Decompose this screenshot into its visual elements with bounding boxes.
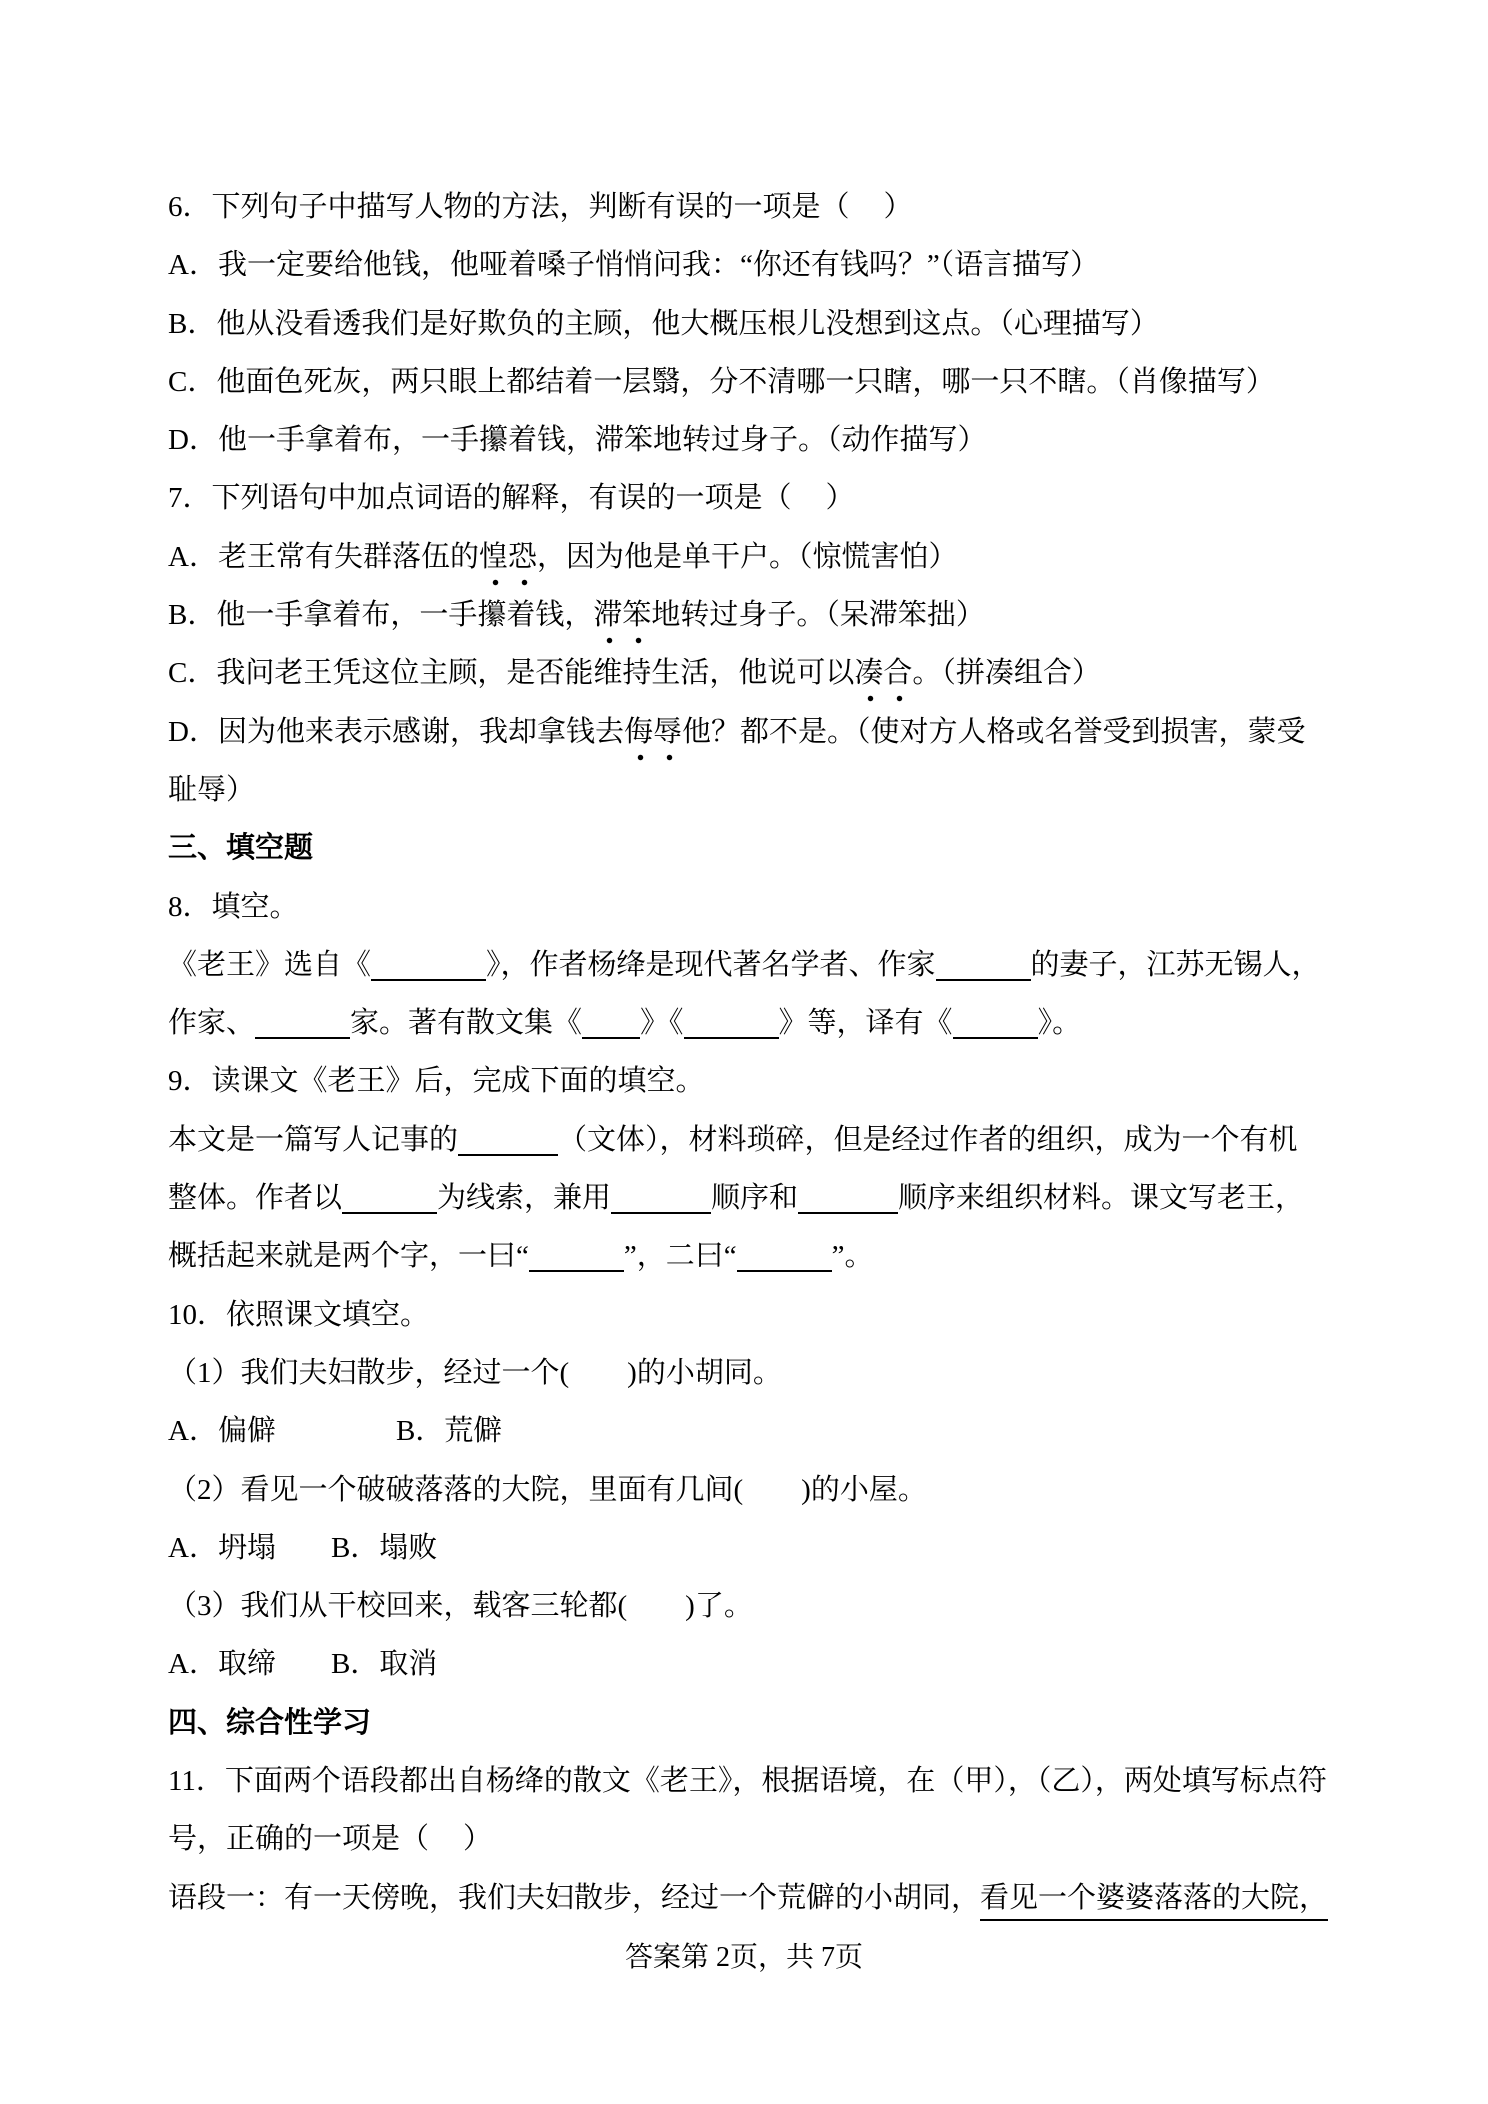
text-run: 四、综合性学习 bbox=[168, 1706, 372, 1739]
text-run: ） bbox=[883, 191, 913, 223]
text-run: 9．读课文《老王》后，完成下面的填空。 bbox=[168, 1065, 705, 1098]
text-run: )的小屋。 bbox=[801, 1473, 927, 1506]
q9-line3 bbox=[168, 1227, 1388, 1285]
fill-in-blank bbox=[798, 1211, 898, 1214]
text-run: 《老王》选自《 bbox=[168, 948, 372, 981]
emphasized-word: 惶恐 bbox=[479, 541, 537, 586]
q6-option-c bbox=[168, 353, 1388, 411]
text-run: 8．填空。 bbox=[168, 890, 299, 923]
inline-gap bbox=[743, 1498, 801, 1499]
q6-option-b bbox=[168, 295, 1388, 353]
fill-in-blank bbox=[737, 1269, 832, 1272]
text-run: 》《 bbox=[640, 1007, 684, 1040]
q7-option-d-line2 bbox=[168, 761, 1388, 819]
text-run: )了。 bbox=[685, 1590, 753, 1623]
q11-stem-line2 bbox=[168, 1810, 1388, 1868]
text-run: )的小胡同。 bbox=[627, 1356, 782, 1389]
text-run: A．取缔 bbox=[168, 1648, 276, 1681]
text-run: B．取消 bbox=[330, 1648, 438, 1681]
text-run: 家。著有散文集《 bbox=[350, 1007, 583, 1040]
emphasized-word: 凑合 bbox=[854, 657, 912, 702]
text-run: 7．下列语句中加点词语的解释，有误的一项是（ bbox=[168, 482, 792, 515]
text-run: 语段一：有一天傍晚，我们夫妇散步，经过一个荒僻的小胡同， bbox=[168, 1881, 981, 1914]
text-run: ） bbox=[463, 1823, 493, 1856]
inline-gap bbox=[276, 1556, 331, 1557]
text-run: 顺序来组织材料。课文写老王， bbox=[898, 1182, 1305, 1215]
q10-sub3-options bbox=[168, 1635, 1388, 1693]
q7-option-b bbox=[168, 586, 1388, 644]
section-3-heading bbox=[168, 819, 1388, 877]
q6-stem bbox=[168, 178, 1388, 236]
fill-in-blank bbox=[529, 1269, 624, 1272]
text-run: B．他从没看透我们是好欺负的主顾，他大概压根儿没想到这点。（心理描写） bbox=[168, 307, 1159, 340]
q9-line1 bbox=[168, 1111, 1388, 1169]
text-run: A．坍塌 bbox=[168, 1531, 276, 1564]
q10-sub1 bbox=[168, 1344, 1388, 1402]
text-run: （文体），材料琐碎，但是经过作者的组织，成为一个有机 bbox=[558, 1123, 1298, 1156]
text-run: 他？都不是。（使对方人格或名誉受到损害，蒙受 bbox=[681, 715, 1306, 748]
q10-stem bbox=[168, 1286, 1388, 1344]
fill-in-blank bbox=[936, 978, 1031, 981]
q10-sub2-options bbox=[168, 1519, 1388, 1577]
q9-stem bbox=[168, 1052, 1388, 1110]
text-run: 顺序和 bbox=[711, 1182, 799, 1215]
fill-in-blank bbox=[255, 1036, 350, 1039]
page-footer: 答案第 2页，共 7页 bbox=[624, 1942, 863, 1973]
text-run: 号，正确的一项是（ bbox=[168, 1823, 430, 1856]
underlined-phrase: 看见一个婆婆落落的大院， bbox=[980, 1882, 1328, 1921]
text-run: ”，二曰“ bbox=[623, 1240, 737, 1273]
q11-stem-line1 bbox=[168, 1752, 1388, 1810]
text-run: 11．下面两个语段都出自杨绛的散文《老王》，根据语境，在（甲），（乙），两处填写标点符 bbox=[168, 1765, 1327, 1798]
text-run: C．他面色死灰，两只眼上都结着一层翳，分不清哪一只瞎，哪一只不瞎。（肖像描写） bbox=[168, 365, 1275, 398]
inline-gap bbox=[792, 506, 826, 507]
inline-gap bbox=[627, 1614, 685, 1615]
text-run: ） bbox=[825, 482, 855, 515]
section-4-heading bbox=[168, 1694, 1388, 1752]
text-run: 概括起来就是两个字，一曰“ bbox=[168, 1240, 529, 1273]
q6-option-d bbox=[168, 411, 1388, 469]
text-run: B．荒僻 bbox=[395, 1415, 503, 1448]
text-run: A．我一定要给他钱，他哑着嗓子悄悄问我：“你还有钱吗？”（语言描写） bbox=[168, 249, 1100, 282]
q8-line1 bbox=[168, 936, 1388, 994]
inline-gap bbox=[850, 215, 884, 216]
q7-stem bbox=[168, 469, 1388, 527]
emphasized-word: 滞笨 bbox=[593, 599, 651, 644]
fill-in-blank bbox=[371, 978, 486, 981]
text-run: 整体。作者以 bbox=[168, 1182, 343, 1215]
q11-passage1 bbox=[168, 1869, 1388, 1927]
q6-option-a bbox=[168, 236, 1388, 294]
fill-in-blank bbox=[684, 1036, 779, 1039]
fill-in-blank bbox=[953, 1036, 1038, 1039]
text-run: 》等，译有《 bbox=[778, 1007, 953, 1040]
text-run: 耻辱） bbox=[168, 773, 256, 806]
text-run: ”。 bbox=[831, 1240, 874, 1273]
q8-line2 bbox=[168, 994, 1388, 1052]
emphasized-word: 侮辱 bbox=[624, 716, 682, 761]
text-run: 》，作者杨绛是现代著名学者、作家 bbox=[486, 948, 936, 981]
text-run: 6．下列句子中描写人物的方法，判断有误的一项是（ bbox=[168, 191, 850, 223]
q9-line2 bbox=[168, 1169, 1388, 1227]
text-run: B．他一手拿着布，一手攥着钱， bbox=[168, 599, 594, 632]
text-run: 10．依照课文填空。 bbox=[168, 1298, 430, 1331]
q7-option-d-line1 bbox=[168, 703, 1388, 761]
text-run: D．因为他来表示感谢，我却拿钱去 bbox=[168, 715, 624, 748]
text-run: （2）看见一个破破落落的大院，里面有几间( bbox=[168, 1473, 744, 1506]
text-run: 作家、 bbox=[168, 1007, 256, 1040]
fill-in-blank bbox=[458, 1153, 558, 1156]
text-run: 为线索，兼用 bbox=[437, 1182, 612, 1215]
q10-sub1-options bbox=[168, 1402, 1388, 1460]
inline-gap bbox=[569, 1381, 627, 1382]
fill-in-blank bbox=[611, 1211, 711, 1214]
text-run: 地转过身子。（呆滞笨拙） bbox=[651, 599, 985, 632]
text-run: 。（拼凑组合） bbox=[912, 657, 1101, 690]
text-run: ，因为他是单干户。（惊慌害怕） bbox=[536, 540, 958, 573]
fill-in-blank bbox=[342, 1211, 437, 1214]
text-run: C．我问老王凭这位主顾，是否能维持生活，他说可以 bbox=[168, 657, 855, 690]
q7-option-a bbox=[168, 528, 1388, 586]
fill-in-blank bbox=[582, 1036, 640, 1039]
q8-stem bbox=[168, 878, 1388, 936]
text-run: （3）我们从干校回来，载客三轮都( bbox=[168, 1590, 628, 1623]
text-run: A．老王常有失群落伍的 bbox=[168, 540, 479, 573]
q10-sub3 bbox=[168, 1577, 1388, 1635]
text-run: 三、填空题 bbox=[168, 832, 314, 865]
text-run: 本文是一篇写人记事的 bbox=[168, 1123, 459, 1156]
text-run: D．他一手拿着布，一手攥着钱，滞笨地转过身子。（动作描写） bbox=[168, 424, 987, 457]
inline-gap bbox=[429, 1847, 463, 1848]
q10-sub2 bbox=[168, 1461, 1388, 1519]
text-run: 》。 bbox=[1037, 1007, 1082, 1040]
inline-gap bbox=[276, 1672, 331, 1673]
text-run: A．偏僻 bbox=[168, 1415, 276, 1448]
inline-gap bbox=[276, 1439, 396, 1440]
text-run: （1）我们夫妇散步，经过一个( bbox=[168, 1356, 570, 1389]
text-run: 的妻子，江苏无锡人， bbox=[1030, 948, 1321, 981]
q7-option-c bbox=[168, 644, 1388, 702]
text-run: B．塌败 bbox=[330, 1531, 438, 1564]
